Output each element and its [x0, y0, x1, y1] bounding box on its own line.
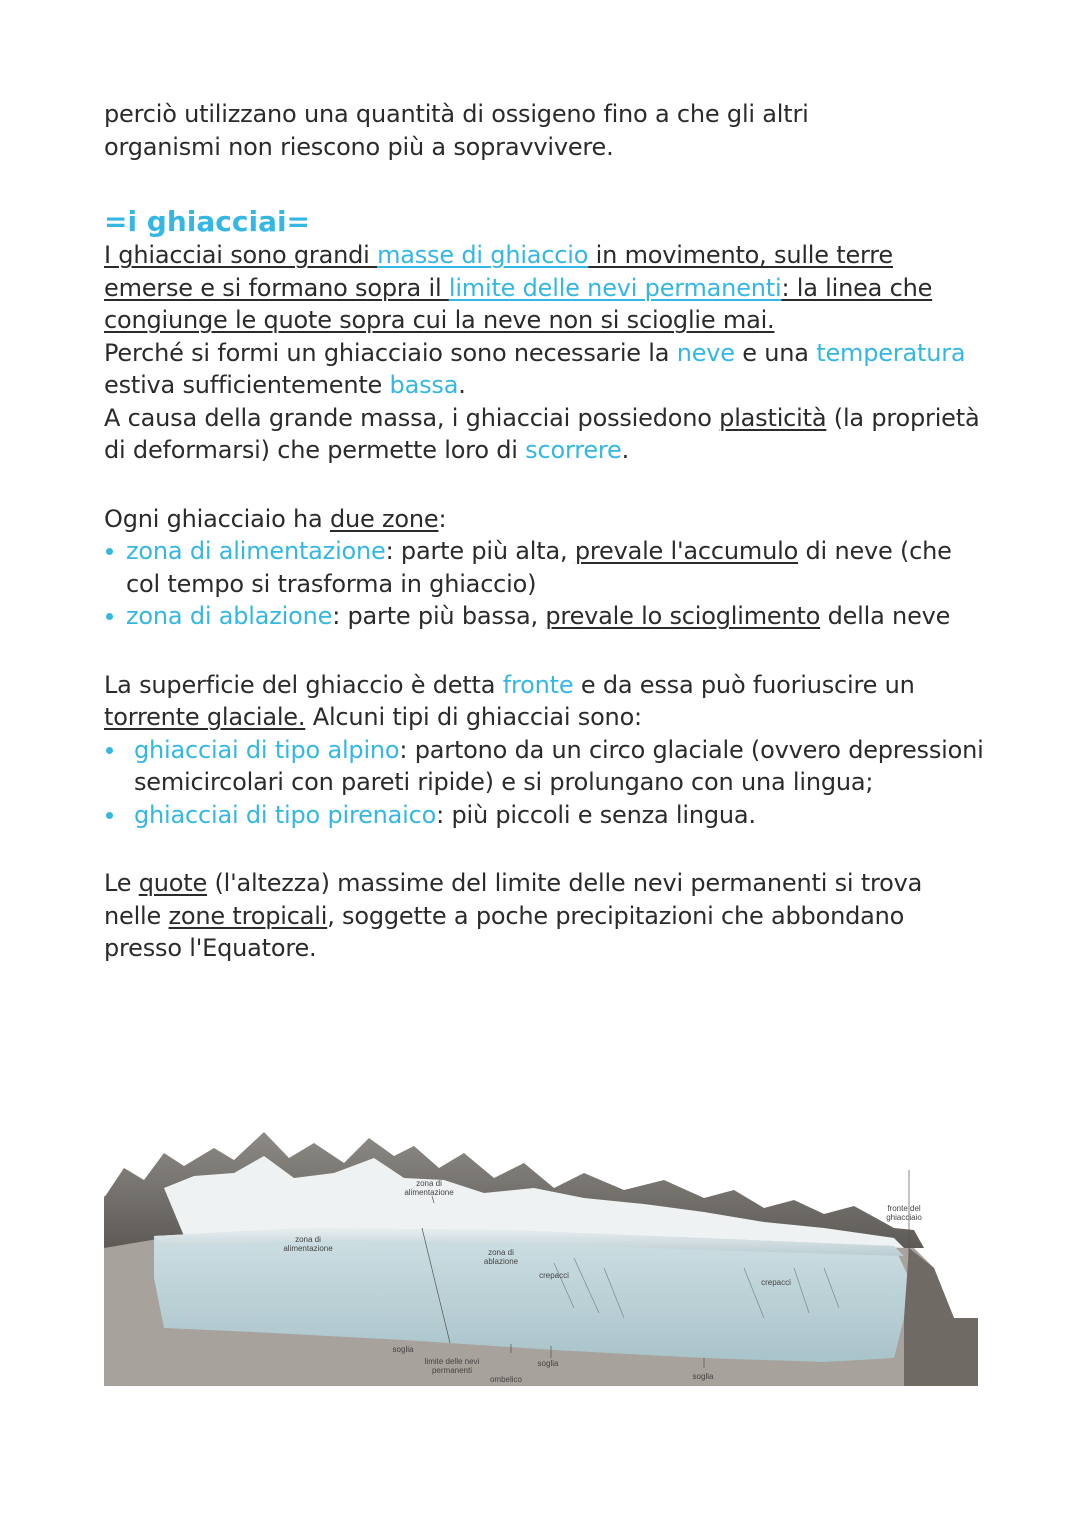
plasticity-paragraph: A causa della grande massa, i ghiacciai possiedono plasticità (la proprietà di deformarsi) che permette loro di scorrere.	[104, 403, 980, 464]
page-content	[104, 98, 984, 965]
fronte-paragraph: La superficie del ghiaccio è detta fronte e da essa può fuoriuscire un torrente glaciale. Alcuni tipi di ghiacciai sono:	[104, 670, 915, 731]
label-crepacci-1: crepacci	[539, 1271, 569, 1280]
zones-intro: Ogni ghiacciaio ha due zone:	[104, 504, 447, 533]
section-title: =i ghiacciai=	[104, 205, 311, 238]
label-crepacci-2: crepacci	[761, 1278, 791, 1287]
intro-line-1: perciò utilizzano una quantità di ossigeno fino a che gli altri	[104, 100, 809, 128]
glacier-diagram	[104, 1118, 978, 1388]
frontal-rock	[904, 1248, 978, 1386]
label-soglia-3: soglia	[692, 1372, 714, 1381]
label-fronte-2: ghiacciaio	[886, 1213, 922, 1222]
label-zona-alimentazione-left-2: alimentazione	[283, 1244, 333, 1253]
label-zona-ablazione: zona di	[488, 1248, 514, 1257]
list-item: ghiacciai di tipo alpino: partono da un circo glaciale (ovvero depressioni semicircolari con pareti ripide) e si prolungano con una lingua;	[104, 734, 984, 799]
types-list	[104, 734, 984, 832]
glacier-illustration	[104, 1118, 978, 1388]
label-soglia-1: soglia	[392, 1345, 414, 1354]
zones-list	[104, 535, 984, 633]
label-zona-alimentazione-left: zona di	[295, 1235, 321, 1244]
label-soglia-2: soglia	[537, 1359, 559, 1368]
label-limite-nevi: limite delle nevi	[424, 1357, 480, 1366]
list-item: zona di alimentazione: parte più alta, prevale l'accumulo di neve (che col tempo si trasforma in ghiaccio)	[104, 535, 984, 600]
label-zona-alimentazione-top-2: alimentazione	[404, 1188, 454, 1197]
definition-paragraph: I ghiacciai sono grandi masse di ghiaccio in movimento, sulle terre emerse e si formano sopra il limite delle nevi permanenti: la linea che congiunge le quote sopra cui la neve non si scioglie mai.	[104, 241, 933, 334]
intro-text	[104, 98, 984, 163]
list-item: ghiacciai di tipo pirenaico: più piccoli e senza lingua.	[104, 799, 984, 832]
label-ombelico: ombelico	[489, 1375, 523, 1384]
quote-paragraph: Le quote (l'altezza) massime del limite delle nevi permanenti si trova nelle zone tropicali, soggette a poche precipitazioni che abbondano presso l'Equatore.	[104, 869, 923, 962]
intro-line-2: organismi non riescono più a sopravvivere.	[104, 132, 614, 161]
label-fronte: fronte del	[887, 1204, 921, 1213]
formation-paragraph: Perché si formi un ghiacciaio sono necessarie la neve e una temperatura estiva sufficientemente bassa.	[104, 338, 966, 399]
label-zona-ablazione-2: ablazione	[483, 1257, 519, 1266]
list-item: zona di ablazione: parte più bassa, prevale lo scioglimento della neve	[104, 600, 984, 633]
label-zona-alimentazione-top: zona di	[416, 1179, 442, 1188]
label-limite-nevi-2: permanenti	[431, 1366, 473, 1375]
